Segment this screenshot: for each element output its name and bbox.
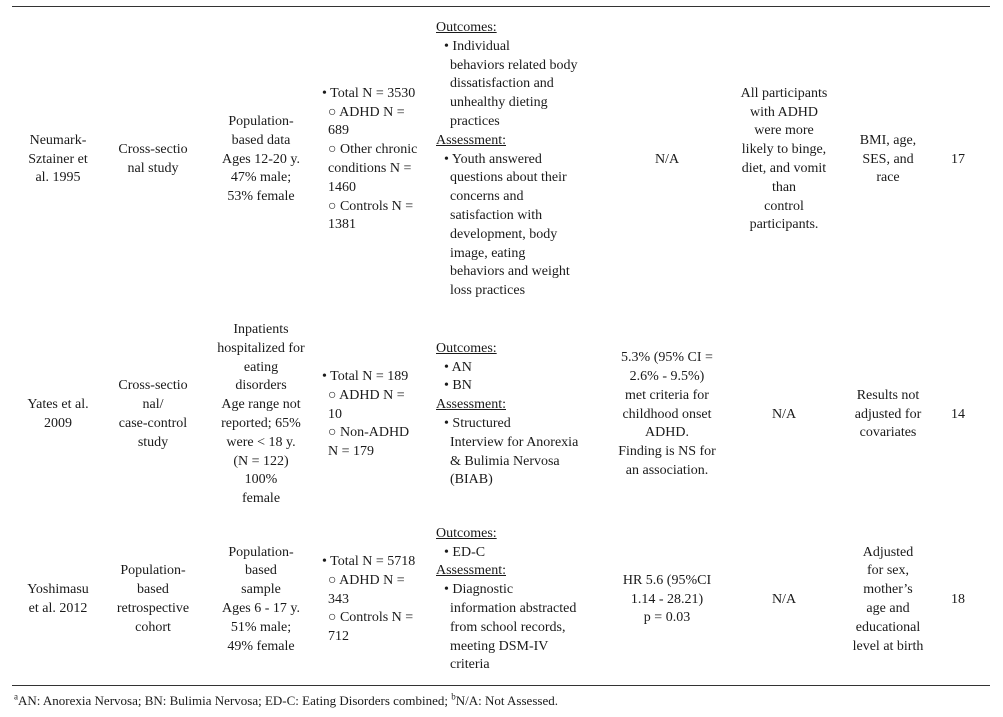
adhd-result-line: participants.	[749, 217, 819, 233]
population-line: 49% female	[227, 638, 295, 654]
ed-result-line: childhood onset	[622, 406, 712, 422]
design-line: based	[137, 582, 169, 598]
assessment-line: from school records,	[450, 619, 566, 635]
adhd-result-line: N/A	[771, 591, 797, 607]
outcomes-cell	[436, 320, 602, 510]
adhd-result-line: diet, and vomit	[741, 161, 827, 176]
ed-result-cell	[602, 20, 732, 300]
assessment-line: & Bulimia Nervosa	[450, 453, 560, 469]
adhd-result-cell	[726, 524, 842, 676]
population-cell	[206, 524, 316, 676]
ed-result-line: met criteria for	[625, 387, 709, 403]
footnote-mark-a: a	[14, 691, 18, 702]
study-cell	[12, 524, 104, 676]
sample-group: 343	[328, 591, 349, 607]
sample-group: 1460	[328, 179, 356, 195]
assessment-line: • Structured	[444, 416, 511, 431]
table-bottom-rule	[12, 685, 990, 686]
confounders-cell	[838, 20, 938, 300]
design-line: retrospective	[116, 601, 190, 616]
quality-score: 17	[951, 151, 965, 167]
assessment-line: development, body	[450, 226, 558, 242]
confounders-line: educational	[855, 619, 921, 635]
outcome-line: • BN	[444, 378, 472, 394]
design-cell	[104, 20, 202, 300]
design-line: Cross-sectio	[118, 142, 188, 158]
population-line: (N = 122)	[233, 453, 289, 469]
population-line: based data	[231, 132, 291, 148]
population-line: Inpatients	[233, 322, 289, 338]
sample-group: ○ ADHD N =	[328, 104, 405, 120]
study-line: al. 1995	[35, 170, 81, 186]
adhd-result-line: than	[771, 179, 797, 195]
population-line: sample	[241, 582, 281, 598]
population-line: Ages 12-20 y.	[221, 151, 301, 167]
population-line: Age range not	[221, 397, 301, 413]
assessment-line: • Diagnostic	[444, 582, 514, 598]
sample-group: ○ ADHD N =	[328, 387, 405, 403]
table-top-rule	[12, 6, 990, 7]
outcome-line: practices	[450, 114, 500, 130]
population-line: Population-	[228, 114, 294, 129]
population-line: reported; 65%	[221, 416, 301, 431]
population-cell	[206, 320, 316, 510]
outcomes-cell	[436, 20, 602, 300]
assessment-line: behaviors and weight	[450, 264, 570, 280]
study-line: et al. 2012	[28, 601, 88, 616]
sample-group: ○ ADHD N =	[328, 572, 405, 588]
population-line: 51% male;	[230, 619, 292, 635]
study-line: Yoshimasu	[27, 582, 89, 598]
design-line: cohort	[135, 619, 171, 635]
ed-result-line: an association.	[625, 462, 709, 478]
outcome-line: unhealthy dieting	[450, 95, 548, 111]
study-line: Sztainer et	[28, 151, 88, 167]
assessment-line: concerns and	[450, 189, 524, 205]
assessment-line: loss practices	[450, 283, 526, 299]
quality-score: 14	[951, 406, 965, 422]
outcomes-header: Outcomes:	[436, 20, 497, 36]
sample-cell	[314, 524, 436, 676]
assessment-line: satisfaction with	[450, 208, 543, 223]
design-line: Cross-sectio	[118, 378, 188, 394]
ed-result-line: 2.6% - 9.5%)	[629, 369, 705, 384]
outcomes-header: Outcomes:	[436, 525, 497, 541]
sample-group: ○ Other chronic	[328, 142, 418, 158]
study-line: 2009	[44, 416, 72, 431]
ed-result-line: HR 5.6 (95%CI	[622, 572, 712, 588]
population-cell	[206, 20, 316, 300]
confounders-cell	[838, 320, 938, 510]
sample-group: 10	[328, 406, 342, 422]
confounders-line: covariates	[859, 425, 917, 441]
confounders-line: level at birth	[852, 638, 924, 654]
ed-result-line: 5.3% (95% CI =	[621, 350, 713, 366]
population-line: 47% male;	[230, 170, 292, 186]
table-row	[12, 524, 990, 676]
population-line: eating	[243, 359, 279, 375]
design-line: nal study	[127, 161, 179, 176]
study-cell	[12, 320, 104, 510]
assessment-line: (BIAB)	[450, 472, 493, 488]
sample-group: 1381	[328, 217, 356, 233]
confounders-line: race	[876, 170, 900, 186]
confounders-cell	[838, 524, 938, 676]
outcomes-cell	[436, 524, 602, 676]
confounders-line: adjusted for	[854, 406, 922, 422]
ed-result-line: Finding is NS for	[618, 444, 716, 460]
confounders-line: age and	[866, 601, 910, 616]
confounders-line: Adjusted	[862, 544, 914, 560]
confounders-line: mother’s	[863, 582, 913, 598]
outcome-line: behaviors related body	[450, 57, 578, 73]
sample-total: • Total N = 3530	[322, 85, 416, 101]
sample-total: • Total N = 189	[322, 369, 409, 384]
adhd-result-line: All participants	[740, 85, 828, 101]
sample-group: 689	[328, 123, 349, 139]
outcome-line: dissatisfaction and	[450, 76, 554, 92]
outcome-line: • AN	[444, 359, 472, 375]
ed-result-cell	[602, 320, 732, 510]
assessment-header: Assessment:	[436, 132, 506, 148]
design-line: case-control	[118, 416, 188, 431]
table-footnote	[14, 692, 558, 710]
assessment-line: meeting DSM-IV	[450, 638, 549, 654]
confounders-line: for sex,	[867, 563, 909, 579]
population-line: disorders	[235, 378, 287, 394]
sample-group: conditions N =	[328, 161, 412, 176]
sample-group: 712	[328, 629, 349, 645]
adhd-result-line: control	[764, 198, 804, 214]
ed-result-line: 1.14 - 28.21)	[630, 591, 704, 607]
assessment-line: criteria	[450, 657, 490, 673]
population-line: female	[241, 491, 281, 507]
assessment-line: • Youth answered	[444, 151, 542, 167]
assessment-header: Assessment:	[436, 563, 506, 579]
sample-cell	[314, 320, 436, 510]
assessment-line: questions about their	[450, 170, 567, 186]
ed-result-line: N/A	[654, 151, 680, 167]
design-line: Population-	[120, 563, 186, 579]
assessment-line: information abstracted	[450, 601, 577, 616]
adhd-result-line: N/A	[771, 406, 797, 422]
sample-group: ○ Controls N =	[328, 198, 414, 214]
outcome-line: • Individual	[444, 38, 510, 54]
population-line: 53% female	[227, 189, 295, 205]
adhd-result-cell	[726, 320, 842, 510]
quality-score-cell	[938, 320, 978, 510]
quality-score-cell	[938, 20, 978, 300]
study-line: Yates et al.	[27, 397, 89, 413]
assessment-line: Interview for Anorexia	[450, 434, 579, 450]
sample-group: N = 179	[328, 444, 375, 460]
population-line: based	[245, 563, 277, 579]
population-line: were < 18 y.	[226, 434, 296, 450]
adhd-result-line: with ADHD	[749, 104, 819, 120]
sample-cell	[314, 20, 436, 300]
population-line: Population-	[228, 544, 294, 560]
study-line: Neumark-	[29, 132, 87, 148]
assessment-line: image, eating	[450, 245, 526, 261]
confounders-line: Results not	[856, 387, 920, 403]
design-cell	[104, 524, 202, 676]
adhd-result-line: were more	[754, 123, 814, 139]
quality-score: 18	[951, 591, 965, 607]
table-row	[12, 20, 990, 300]
study-cell	[12, 20, 104, 300]
design-cell	[104, 320, 202, 510]
design-line: study	[137, 434, 169, 450]
adhd-result-cell	[726, 20, 842, 300]
outcome-line: • ED-C	[444, 544, 486, 560]
ed-result-cell	[602, 524, 732, 676]
quality-score-cell	[938, 524, 978, 676]
sample-total: • Total N = 5718	[322, 554, 416, 569]
ed-result-line: p = 0.03	[643, 610, 691, 626]
outcomes-header: Outcomes:	[436, 340, 497, 356]
footnote-text-b: N/A: Not Assessed.	[455, 693, 558, 708]
assessment-header: Assessment:	[436, 397, 506, 413]
population-line: 100%	[244, 472, 278, 488]
table-row	[12, 320, 990, 510]
footnote-mark-b: b	[451, 691, 456, 702]
confounders-line: SES, and	[862, 151, 914, 167]
confounders-line: BMI, age,	[859, 132, 917, 148]
sample-group: ○ Controls N =	[328, 610, 414, 626]
population-line: Ages 6 - 17 y.	[221, 601, 301, 616]
adhd-result-line: likely to binge,	[741, 142, 827, 158]
population-line: hospitalized for	[217, 340, 305, 356]
sample-group: ○ Non-ADHD	[328, 425, 410, 441]
footnote-text-a: AN: Anorexia Nervosa; BN: Bulimia Nervosa; ED-C: Eating Disorders combined;	[18, 693, 452, 708]
ed-result-line: ADHD.	[645, 425, 689, 441]
design-line: nal/	[142, 397, 164, 413]
